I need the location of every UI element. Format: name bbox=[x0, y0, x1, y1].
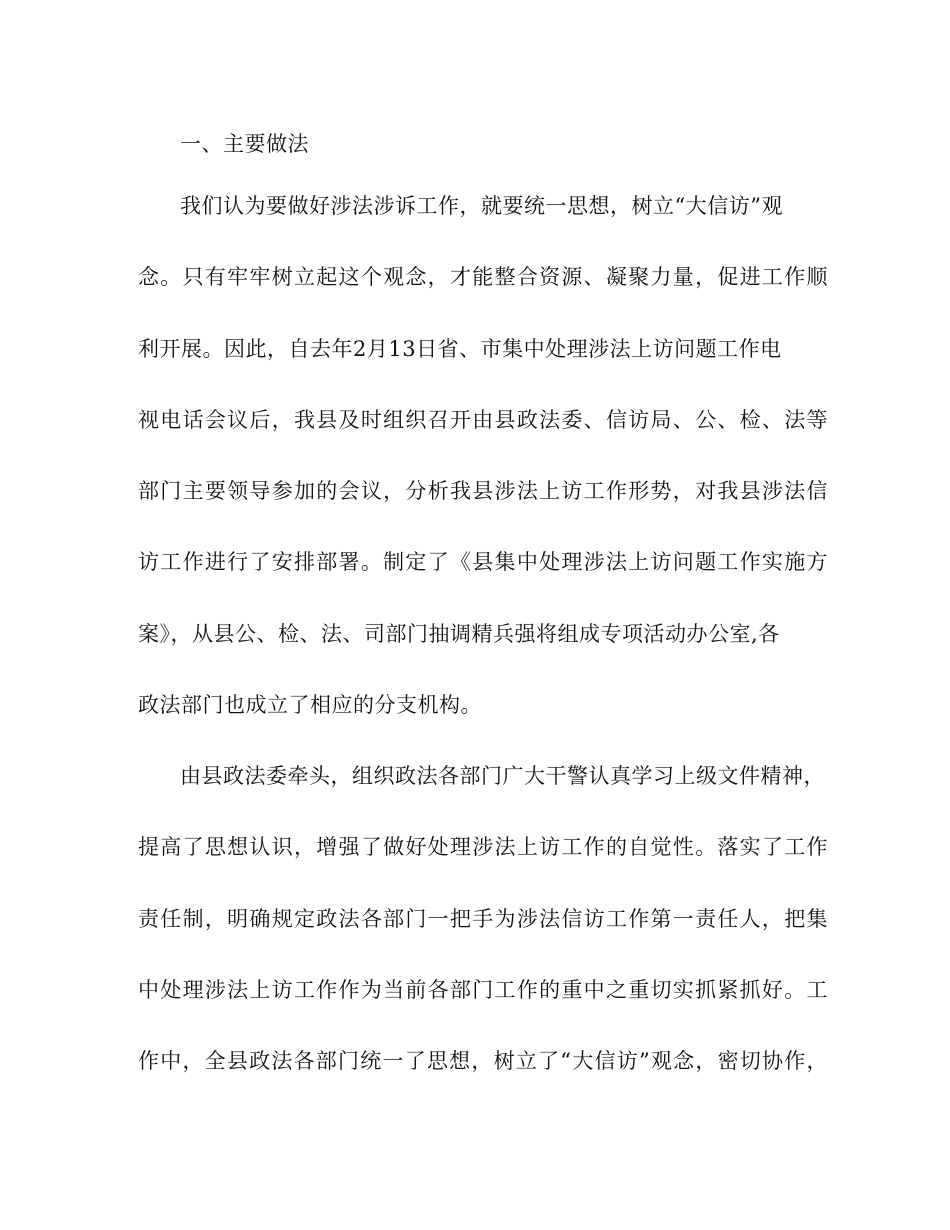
paragraph-line: 提高了思想认识，增强了做好处理涉法上访工作的自觉性。落实了工作 bbox=[138, 835, 828, 859]
paragraph-line: 部门主要领导参加的会议，分析我县涉法上访工作形势，对我县涉法信 bbox=[138, 479, 828, 503]
paragraph-line: 视电话会议后，我县及时组织召开由县政法委、信访局、公、检、法等 bbox=[138, 408, 828, 432]
paragraph-line: 念。只有牢牢树立起这个观念，才能整合资源、凝聚力量，促进工作顺 bbox=[138, 265, 828, 289]
paragraph-line: 中处理涉法上访工作作为当前各部门工作的重中之重切实抓紧抓好。工 bbox=[138, 978, 828, 1002]
paragraph-line: 政法部门也成立了相应的分支机构。 bbox=[138, 693, 482, 717]
paragraph-line: 我们认为要做好涉法涉诉工作，就要统一思想，树立“大信访”观 bbox=[180, 194, 783, 218]
paragraph-line: 作中，全县政法各部门统一了思想，树立了“大信访”观念，密切协作， bbox=[138, 1049, 828, 1073]
paragraph-line: 利开展。因此，自去年2月13日省、市集中处理涉法上访问题工作电 bbox=[138, 337, 782, 361]
paragraph-line: 访工作进行了安排部署。制定了《县集中处理涉法上访问题工作实施方 bbox=[138, 550, 828, 574]
paragraph-line: 由县政法委牵头，组织政法各部门广大干警认真学习上级文件精神， bbox=[180, 764, 825, 788]
paragraph-line: 案》，从县公、检、法、司部门抽调精兵强将组成专项活动办公室,各 bbox=[138, 622, 780, 646]
paragraph-line: 责任制，明确规定政法各部门一把手为涉法信访工作第一责任人，把集 bbox=[138, 907, 828, 931]
section-heading: 一、主要做法 bbox=[180, 132, 309, 156]
